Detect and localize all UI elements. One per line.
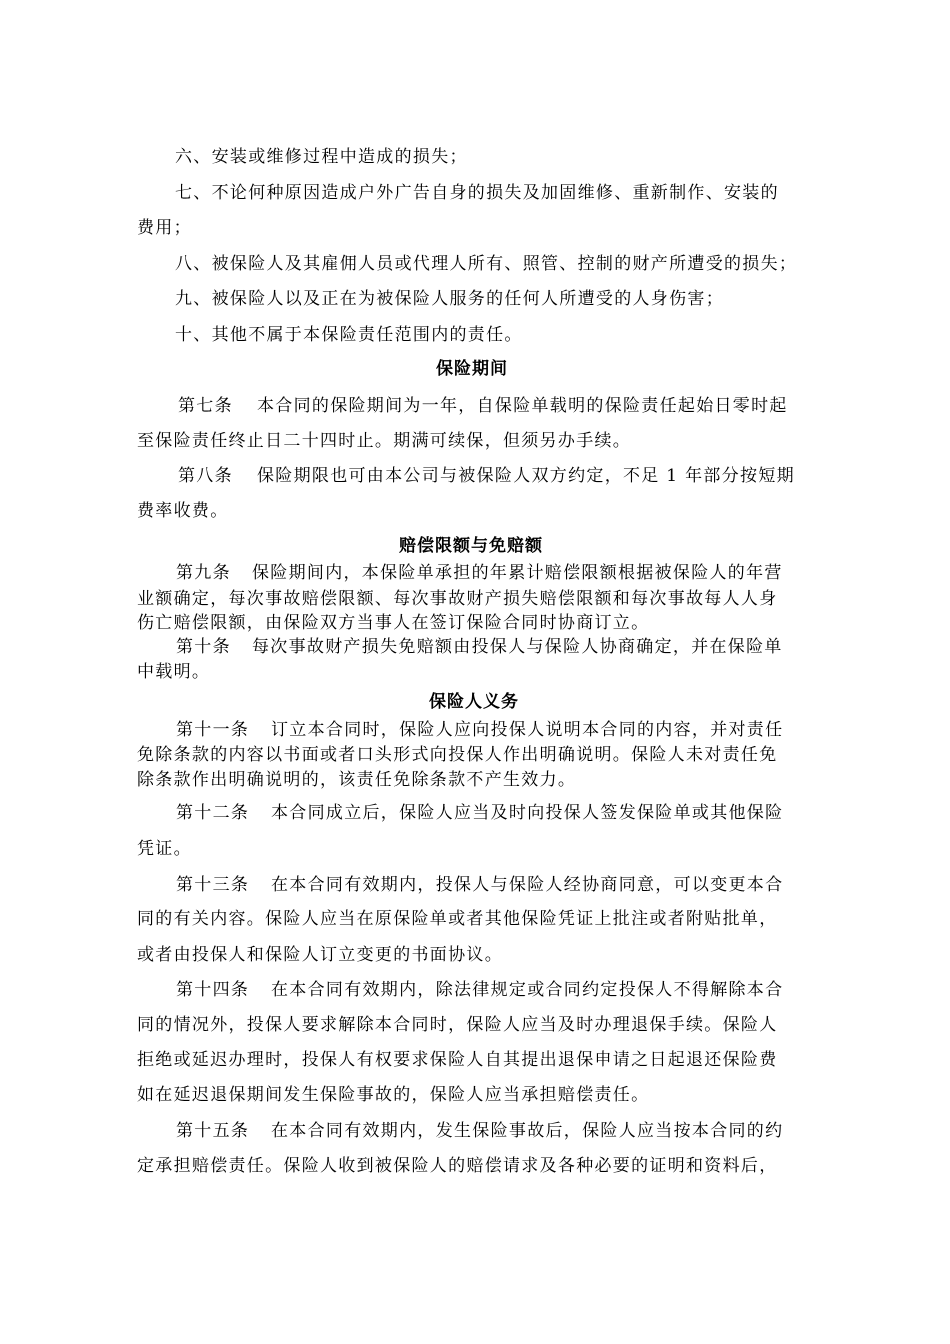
section-heading-limit: 赔偿限额与免赔额 <box>399 536 543 556</box>
document-page: 六、安装或维修过程中造成的损失； 七、不论何种原因造成户外广告自身的损失及加固维修、重新制作、安装的 费用； 八、被保险人及其雇佣人员或代理人所有、照管、控制的财产所遭受的损失； 九、被保险人以及正在为被保险人服务的任何人所遭受的人身伤害； 十、其他不属于本保险责任范围内的责任。 保险期间 第七条 本合同的保险期间为一年，自保险单载明的保险责任起始日零时起 至保险责任终止日二十四时止。期满可续保，但须另办手续。 第八条 保险期限也可由本公司与被保险人双方约定，不足 1 年部分按短期 费率收费。 赔偿限额与免赔额 第九条 保险期间内，本保险单承担的年累计赔偿限额根据被保险人的年营 业额确定，每次事故赔偿限额、每次事故财产损失赔偿限额和每次事故每人人身 伤亡赔偿限额，由保险双方当事人在签订保险合同时协商订立。 第十条 每次事故财产损失免赔额由投保人与保险人协商确定，并在保险单 中载明。 保险人义务 第十一条 订立本合同时，保险人应向投保人说明本合同的内容，并对责任 免除条款的内容以书面或者口头形式向投保人作出明确说明。保险人未对责任免 除条款作出明确说明的，该责任免除条款不产生效力。 第十二条 本合同成立后，保险人应当及时向投保人签发保险单或其他保险 凭证。 第十三条 在本合同有效期内，投保人与保险人经协商同意，可以变更本合 同的有关内容。保险人应当在原保险单或者其他保险凭证上批注或者附贴批单， 或者由投保人和保险人订立变更的书面协议。 第十四条 在本合同有效期内，除法律规定或合同约定投保人不得解除本合 同的情况外，投保人要求解除本合同时，保险人应当及时办理退保手续。保险人 拒绝或延迟办理时，投保人有权要求保险人自其提出退保申请之日起退还保险费 如在延迟退保期间发生保险事故的，保险人应当承担赔偿责任。 第十五条 在本合同有效期内，发生保险事故后，保险人应当按本合同的约 定承担赔偿责任。保险人收到被保险人的赔偿请求及各种必要的证明和资料后， <box>137 147 798 1176</box>
section-heading-period: 保险期间 <box>436 359 508 379</box>
section-heading-insurer-duty: 保险人义务 <box>429 692 519 712</box>
